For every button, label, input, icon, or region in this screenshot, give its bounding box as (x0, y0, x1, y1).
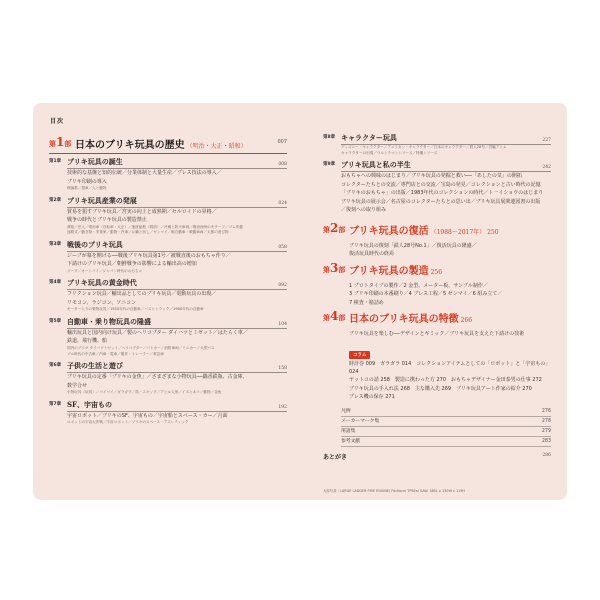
part-title: 日本のブリキ玩具の特徴 266 (349, 314, 473, 326)
toc-page (33, 103, 567, 500)
part-3-heading: 第3部 ブリキ玩具の製造 256 (323, 260, 443, 277)
part-4-items: ブリキ玩具を楽しむ──デザインとギミック／ブリキ玩具を支えた下請けの技術 (349, 331, 525, 338)
ref-item: 参考文献 283 (341, 437, 551, 447)
part-2-heading: 第2部 ブリキ玩具の復活 （1988～2017年） 250 (323, 220, 499, 237)
reference-list (323, 407, 551, 447)
part-1-heading (49, 133, 287, 154)
chapter-2: 第2章 ブリキ玩具産業の発展 024 貿易を狙すブリキ玩具／宮実の向上と成熟期／セルロイドの昇格／ 戦争の時代とブリキ玩具の製造禁止 薄板／法人／乗用車（自転車・大正）／速度船舶（戦前）／冷蔵と防火車両／明治西州のモチーフ／ゴム作動 迷路式／動き物・実業家／動物・汽車／お鍋と回し／ゼンマイ／軽自動車・戦艦車両／太郎の遊び物 (49, 195, 287, 235)
part-3-items: 1 プロトタイプの製作／2 金型、メーター板、サンプル制作／ 3 ブリキ印刷の本番刷り／4 プレス工程／5 ゼンマイ／6 組み立て／ 7 検査・箱詰め (349, 282, 503, 306)
chapter-title: 自動車・乗り物玩具の隆盛 104 (67, 316, 287, 327)
part-page: 007 (277, 139, 287, 145)
ref-item: 凡例 276 (341, 407, 551, 417)
part-title: ブリキ玩具の復活 （1988～2017年） 250 (349, 225, 499, 237)
part-2-items: ブリキ玩具の復刻「鉄人28号No.1」／復活玩具の隆盛／ 復活玩具時代の終焉 (349, 242, 477, 258)
ref-item: メーカーマーク集 278 (341, 417, 551, 427)
column-badge: コラム (349, 351, 370, 359)
chapter-4: 第4章 ブリキ玩具の黄金時代 092 フリクション玩具／輸出品としてのブリキ玩具／電動玩具の出現／ リモコン、ラジコン、ソニコン モーター入りの乗物玩具／1950年代の自動車／バスとトラック／1960年代の自動車 (49, 278, 287, 312)
afterword: あとがき 286 (323, 453, 551, 462)
part-title: 日本のブリキ玩具の歴史 （明治・大正・昭和） (75, 140, 247, 151)
left-column (49, 133, 287, 430)
part-number: 第1部 (49, 135, 72, 149)
chapter-7: 第7章 SF、宇宙もの 192 宇宙ロボット／ブリキのSF、宇宙もの／宇宙船とスペース・カー／月面 ロボットの宇宙大作戦／宇宙ロボット／ブリキのスペース・アスレティック (49, 399, 287, 425)
part-4-heading: 第4部 日本のブリキ玩具の特徴 266 (323, 309, 473, 326)
chapter-title: ブリキ玩具と私の半生 242 (341, 160, 551, 171)
ref-item: 用語集 279 (341, 427, 551, 437)
chapter-title: ブリキ玩具産業の発展 024 (67, 195, 287, 206)
chapter-9: 第9章 ブリキ玩具と私の半生 242 おもちゃへの興味のはじまり／ブリキ玩具の発掘と救い──「あしたの気」の開拓 コレクターたちとの交流／専門店との交流／宝島の発見／コレクションと古い時代の記憶 「ブリキのおもちゃ」の出版／1983年代のコレクションの時代／ト一イショウのはじまり ブリキ玩具の展示会／名古屋のコレクターたちとの思い出／ブリキ玩具展関連図書の出版 ／復刻への取り組み (323, 160, 551, 214)
toc-heading: 目次 (50, 118, 65, 125)
chapter-6: 第6章 子供の生活と遊び 158 ブリキ玩具の定番「ブリキの金魚」／さまざまな小物玩具──鍋香鉄瓶、古金庫、 数学合せ 小物玩具（玩具）／バイバイ／ガラガラ／笛・スキップ／アヒル人形／イヌとネコ／動物／金魚 (49, 361, 287, 395)
chapter-5: 第5章 自動車・乗り物玩具の隆盛 104 輸出玩具と国内向け玩具／製のヘリコプター ダイハツとミゼット／はたらく車／ 鉄道、飛行機、船 国内のブリキ ダイハツミゼット／ヘリコプター／パトカー／消防車両／ミニカー／大型バス ブル時代の中古車／汽車・電車／製作・トレーラー／救急車 (49, 316, 287, 356)
part-title: ブリキ玩具の製造 256 (349, 265, 443, 277)
chapter-1: 第1章 ブリキ玩具の誕生 008 技術的な基盤と知的伝統／分業体制と大量生産／プレス技法の導入／ ブリキ印刷の導入 理論系／発車／人と動物 (49, 157, 287, 190)
photo-caption: 大原写真｜LARGE LADDER FIRE ENGINE/ Frictionr/ TPSEa/ SAW. 385L x 130W x 119H (323, 489, 465, 493)
right-column (323, 133, 551, 461)
chapter-title: 戦後のブリキ玩具 058 (67, 239, 287, 250)
chapter-title: キャラクター玩具 227 (341, 133, 551, 143)
chapter-8: 第8章 キャラクター玩具 227 ディズニー・キャラクター／アメリカン・キャラクター／日本のキャラクター／鉄人28号／宮脇アトム キャラクターの出現／ウルトラマンシリーズ／特撮シリーズ (323, 133, 551, 155)
chapter-3: 第3章 戦後のブリキ玩具 058 ジープが幕を開ける──戦後ブリキ玩具第1号／被戦直後のおもちゃ作り／ 下請けのブリキ玩具／朝鮮戦争の影響による輸出高の増加 ジープ／オートバイ／ジャパン時代のおもちゃ (49, 239, 287, 273)
column-section: コラム 時計巻 009 ガラガラ 014 コレクションアイテムとしての「ロボット」と「宇宙もの」 024 ヤットコの話 258 製造に携わった方 270 おもちゃデザイナー金田泰男の仕事 272 ブリキ玩具の手入れ法 268 主な購入先 269 ブリキ玩具アート作家の紹介 270 プレス機の保存 271 (349, 352, 551, 400)
chapter-title: SF、宇宙もの 192 (67, 399, 287, 410)
chapter-title: 子供の生活と遊び 158 (67, 361, 287, 372)
chapter-title: ブリキ玩具の誕生 008 (67, 157, 287, 167)
chapter-title: ブリキ玩具の黄金時代 092 (67, 278, 287, 289)
